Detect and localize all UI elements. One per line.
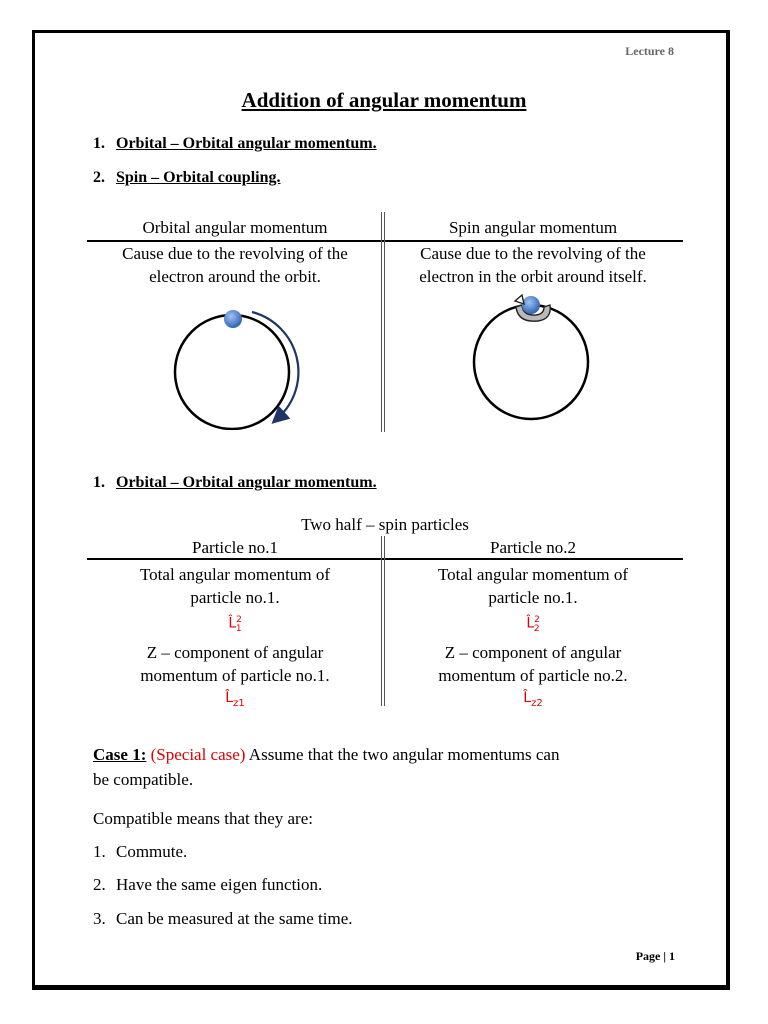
p1-total-sup: 2 <box>236 615 242 625</box>
p1-total-line1: Total angular momentum of <box>139 565 330 584</box>
compatible-item-1-text: Commute. <box>116 842 188 861</box>
topic-2 <box>93 169 281 187</box>
page-title: Addition of angular momentum <box>241 88 527 112</box>
compatible-intro: Compatible means that they are: <box>93 809 313 828</box>
compatible-item-1 <box>93 842 187 862</box>
section-2-number: 1. <box>93 474 105 491</box>
p1-z-sub: z1 <box>233 698 245 710</box>
particle-2-cell <box>385 563 681 715</box>
case-1-label: Case 1: <box>93 745 147 764</box>
p2-total-symbol <box>385 609 681 641</box>
spin-description <box>385 242 681 288</box>
lecture-tag: Lecture 8 <box>625 44 674 58</box>
spin-diagram <box>460 285 610 425</box>
case-1-text-line1: Assume that the two angular momentums can <box>248 745 560 764</box>
p2-total-sup: 2 <box>534 615 540 625</box>
p2-total-op: L̂ <box>526 615 535 632</box>
topic-2-text: Spin – Orbital coupling. <box>116 169 281 186</box>
spin-header: Spin angular momentum <box>448 218 618 237</box>
section-2-heading <box>93 474 377 492</box>
section-2-text: Orbital – Orbital angular momentum. <box>116 474 377 491</box>
particle-1-cell <box>87 563 383 715</box>
p2-z-line1: Z – component of angular <box>444 643 622 663</box>
p1-z-line1: Z – component of angular <box>146 643 324 663</box>
compatible-item-1-number: 1. <box>93 842 106 861</box>
topic-1 <box>93 135 377 153</box>
p2-z-op: L̂ <box>523 690 532 707</box>
orbital-header: Orbital angular momentum <box>142 218 328 237</box>
p1-z-symbol <box>87 687 383 715</box>
case-1-paragraph <box>93 742 693 792</box>
orbit-circle <box>175 315 289 429</box>
compatible-item-2-number: 2. <box>93 875 106 894</box>
table2-caption: Two half – spin particles <box>301 515 469 534</box>
compatible-item-3-number: 3. <box>93 909 106 928</box>
p1-z-op: L̂ <box>225 690 234 707</box>
orbital-desc-line2: electron around the orbit. <box>149 267 321 286</box>
p1-z-line2: momentum of particle no.1. <box>140 666 330 686</box>
particle-1-header: Particle no.1 <box>192 538 278 557</box>
p2-total-line2: particle no.1. <box>488 588 578 607</box>
compatible-item-2-text: Have the same eigen function. <box>116 875 323 894</box>
topic-1-number: 1. <box>93 135 105 152</box>
compatible-item-3 <box>93 909 353 929</box>
special-case-note: (Special case) <box>150 745 246 764</box>
page-number: Page | 1 <box>635 949 675 963</box>
p1-total-symbol <box>87 609 383 641</box>
orbital-description <box>87 242 383 288</box>
p2-z-sub: z2 <box>531 698 543 710</box>
p1-total-sub: 1 <box>235 624 242 635</box>
spinning-electron-sphere <box>522 296 540 314</box>
table2-header-rule <box>87 558 683 560</box>
orbital-diagram <box>160 300 330 430</box>
compatible-item-2 <box>93 875 322 895</box>
spin-orbit-circle <box>474 305 588 419</box>
p2-total-sub: 2 <box>533 624 540 635</box>
case-1-text-line2: be compatible. <box>93 770 194 789</box>
revolution-arrow <box>252 312 298 418</box>
spin-desc-line1: Cause due to the revolving of the <box>420 244 646 263</box>
topic-2-number: 2. <box>93 169 105 186</box>
spin-desc-line2: electron in the orbit around itself. <box>419 267 647 286</box>
p1-total-op: L̂ <box>228 615 237 632</box>
p1-total-line2: particle no.1. <box>190 588 280 607</box>
p2-z-line2: momentum of particle no.2. <box>438 666 628 686</box>
topic-1-text: Orbital – Orbital angular momentum. <box>116 135 377 152</box>
p2-total-line1: Total angular momentum of <box>437 565 628 584</box>
electron-sphere <box>224 310 242 328</box>
p2-z-symbol <box>385 687 681 715</box>
compatible-item-3-text: Can be measured at the same time. <box>116 909 353 928</box>
orbital-desc-line1: Cause due to the revolving of the <box>122 244 348 263</box>
particle-2-header: Particle no.2 <box>490 538 576 557</box>
spin-arrow-head <box>515 295 524 304</box>
